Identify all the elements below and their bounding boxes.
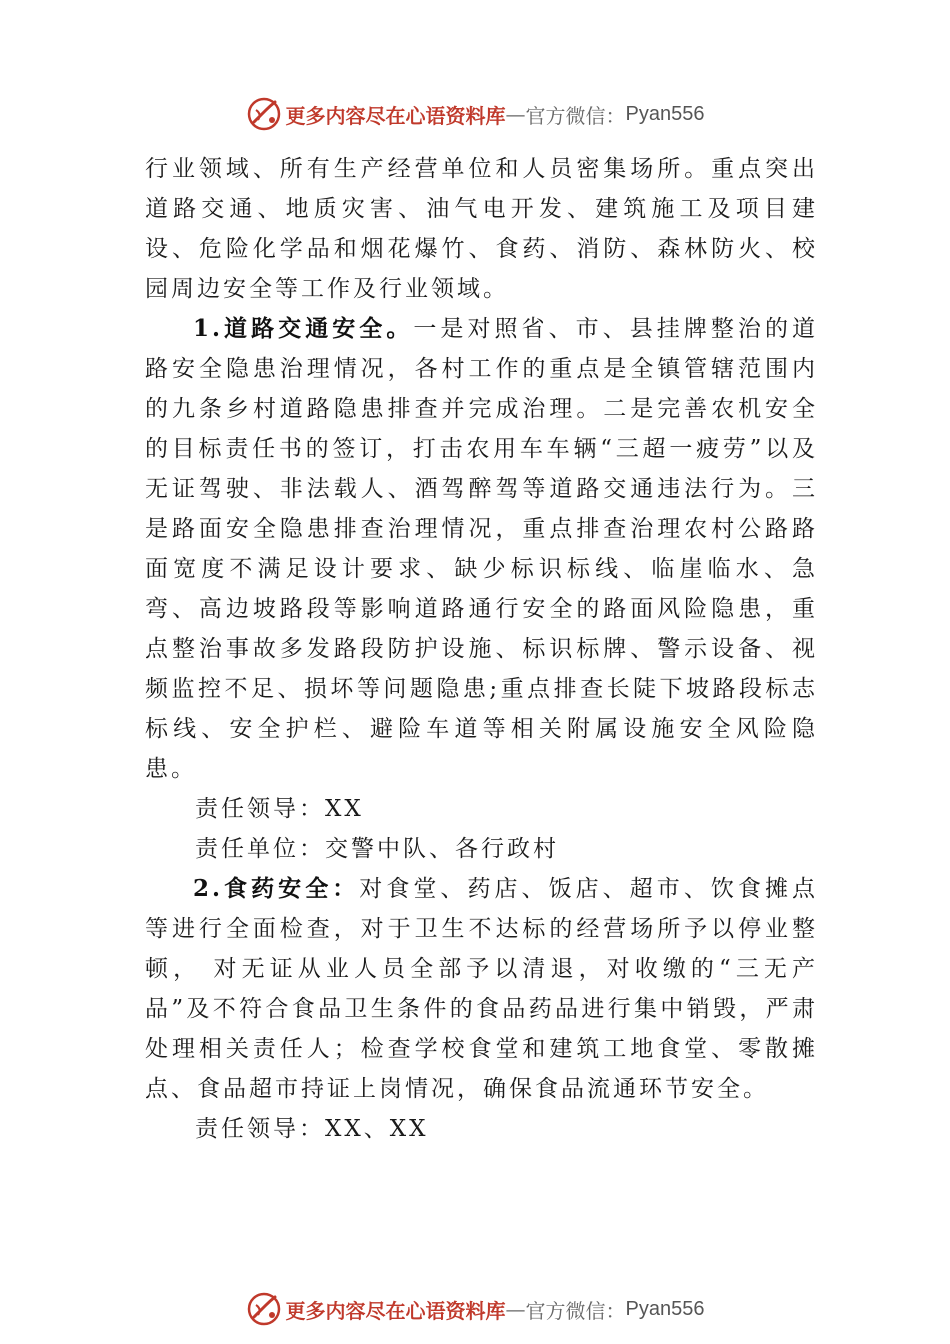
intro-paragraph: 行业领域、所有生产经营单位和人员密集场所。重点突出道路交通、地质灾害、油气电开发、建筑施工及项目建设、危险化学品和烟花爆竹、食药、消防、森林防火、校园周边安全等工作及行业领域。 bbox=[145, 156, 818, 302]
section-food-drug-body: 对食堂、药店、饭店、超市、饮食摊点等进行全面检查，对于卫生不达标的经营场所予以停业整顿， 对无证从业人员全部予以清退，对收缴的“三无产品”及不符合食品卫生条件的食品药品进行集中销毁，严肃处理相关责任人；检查学校食堂和建筑工地食堂、零散摊点、食品超市持证上岗情况，确保食品流通环节安全。 bbox=[145, 876, 818, 1102]
section-road-traffic-heading: 1.道路交通安全。 bbox=[193, 315, 414, 342]
header-banner bbox=[0, 94, 950, 134]
footer-banner bbox=[0, 1289, 950, 1329]
section-road-traffic bbox=[145, 309, 818, 789]
banner-wechat-account: Pyan556 bbox=[625, 102, 705, 125]
brush-logo-icon bbox=[246, 1291, 282, 1327]
section-road-traffic-unit: 责任单位：交警中队、各行政村 bbox=[195, 836, 559, 862]
banner-dash: — bbox=[505, 102, 526, 126]
banner-wechat-account: Pyan556 bbox=[625, 1297, 705, 1320]
brush-logo-icon bbox=[246, 96, 282, 132]
banner-library-text: 更多内容尽在心语资料库 bbox=[285, 103, 506, 128]
section-food-drug-heading: 2.食药安全： bbox=[193, 875, 360, 902]
banner-library-text: 更多内容尽在心语资料库 bbox=[285, 1298, 506, 1323]
section-food-drug-leader: 责任领导：XX、XX bbox=[195, 1116, 429, 1142]
section-food-drug bbox=[145, 869, 818, 1109]
document-body bbox=[145, 149, 818, 1149]
banner-dash: — bbox=[505, 1297, 526, 1321]
section-road-traffic-body: 一是对照省、市、县挂牌整治的道路安全隐患治理情况，各村工作的重点是全镇管辖范围内的九条乡村道路隐患排查并完成治理。二是完善农机安全的目标责任书的签订，打击农用车车辆“三超一疲劳”以及无证驾驶、非法载人、酒驾醉驾等道路交通违法行为。三是路面安全隐患排查治理情况，重点排查治理农村公路路面宽度不满足设计要求、缺少标识标线、临崖临水、急弯、高边坡路段等影响道路通行安全的路面风险隐患，重点整治事故多发路段防护设施、标识标牌、警示设备、视频监控不足、损坏等问题隐患;重点排查长陡下坡路段标志标线、安全护栏、避险车道等相关附属设施安全风险隐患。 bbox=[145, 316, 819, 782]
section-road-traffic-leader: 责任领导：XX bbox=[195, 796, 364, 822]
banner-wechat-label: 官方微信： bbox=[525, 1298, 626, 1323]
banner-wechat-label: 官方微信： bbox=[525, 103, 626, 128]
